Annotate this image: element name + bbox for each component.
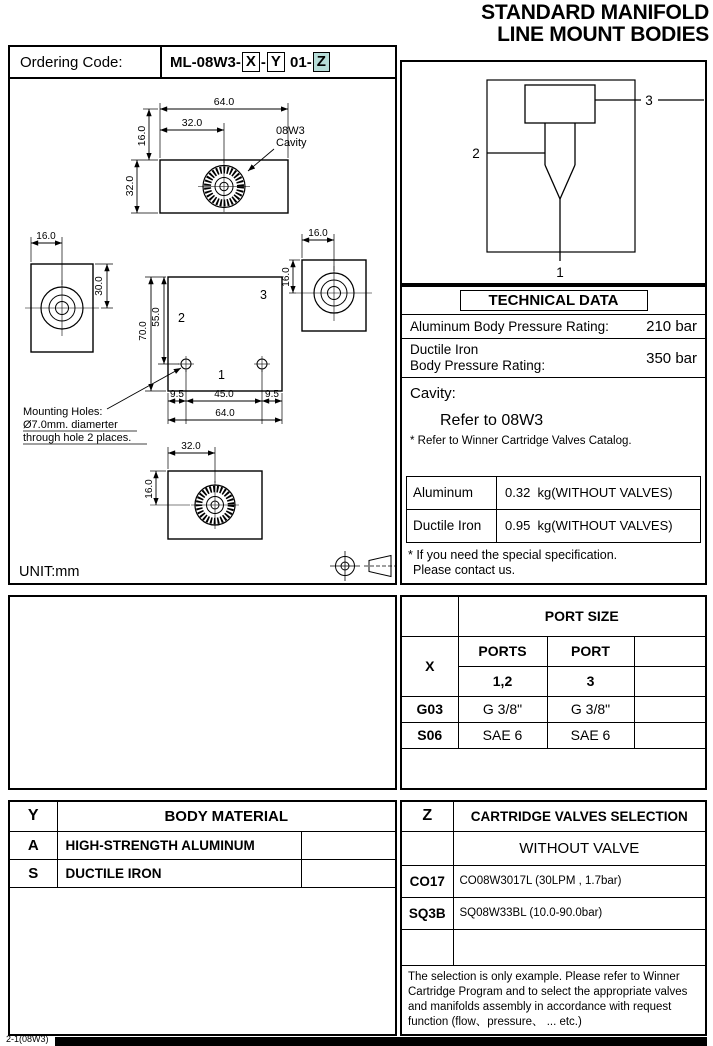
cavity-note: * Refer to Winner Cartridge Valves Catalog.	[410, 435, 632, 448]
schematic-port-1: 1	[556, 265, 564, 280]
hydraulic-schematic	[402, 62, 705, 283]
pressure-rating-iron-label	[410, 342, 545, 374]
pressure-rating-aluminum-label: Aluminum Body Pressure Rating:	[410, 319, 609, 334]
dim-right-center-y: 16.0	[281, 267, 292, 287]
cavity-label-line2: Cavity	[276, 137, 307, 149]
cartridge-valves-panel	[400, 800, 707, 1036]
port-s06-ports12: SAE 6	[458, 722, 547, 748]
pressure-rating-aluminum-row	[402, 315, 705, 339]
table-row	[401, 897, 706, 929]
body-material-header: BODY MATERIAL	[57, 801, 396, 831]
table-row	[401, 722, 706, 748]
empty-cell	[634, 636, 706, 666]
dim-top-offset-y: 16.0	[136, 125, 148, 147]
pressure-rating-iron-row	[402, 339, 705, 378]
ordering-code-value	[162, 47, 395, 77]
schematic-panel	[400, 60, 707, 285]
weight-table	[406, 476, 701, 543]
cavity-label: Cavity:	[410, 385, 456, 403]
port-size-x-label: X	[401, 636, 458, 696]
port-g03-ports12: G 3/8"	[458, 696, 547, 722]
cavity-section	[402, 378, 705, 475]
code-z-box: Z	[313, 52, 330, 73]
dim-front-hole-span: 45.0	[214, 389, 234, 400]
weight-value-iron: 0.95 kg(WITHOUT VALVES)	[497, 509, 701, 542]
page-number: 2-1(08W3)	[6, 1034, 49, 1044]
top-view	[131, 103, 288, 213]
code-middle: 01-	[285, 53, 312, 71]
table-row	[407, 509, 701, 542]
schematic-body-outline	[487, 80, 635, 252]
cartridge-key: Z	[401, 801, 453, 831]
cartridge-header: CARTRIDGE VALVES SELECTION	[453, 801, 706, 831]
body-material-panel	[8, 800, 397, 1036]
footer-bar	[55, 1037, 707, 1046]
bottom-view	[150, 447, 262, 539]
footnote-line1: * If you need the special specification.	[408, 547, 618, 562]
weight-material-iron: Ductile Iron	[407, 509, 497, 542]
empty-cell	[634, 722, 706, 748]
code-x-box: X	[242, 52, 260, 73]
technical-data-panel	[400, 285, 707, 585]
technical-data-header: TECHNICAL DATA	[460, 290, 648, 311]
table-row	[9, 801, 396, 831]
material-code-s: S	[9, 859, 57, 887]
valve-code-sq3b: SQ3B	[401, 897, 453, 929]
table-row	[9, 859, 396, 887]
empty-cell	[301, 831, 396, 859]
material-name-iron: DUCTILE IRON	[57, 859, 301, 887]
table-row	[401, 966, 706, 1035]
front-port-2-label: 2	[178, 311, 185, 325]
table-row	[401, 596, 706, 636]
port-size-panel	[400, 595, 707, 790]
port-s06-port3: SAE 6	[547, 722, 634, 748]
page-title	[481, 2, 709, 46]
body-material-key: Y	[9, 801, 57, 831]
code-prefix: ML-08W3-	[170, 53, 241, 71]
table-row	[401, 636, 706, 666]
dim-left-center-x: 16.0	[36, 231, 56, 242]
technical-footnote	[402, 543, 705, 583]
empty-cell	[634, 696, 706, 722]
port-code-g03: G03	[401, 696, 458, 722]
valve-desc-co17: CO08W3017L (30LPM , 1.7bar)	[453, 865, 706, 897]
ordering-code-label: Ordering Code:	[10, 47, 162, 77]
engineering-drawing	[10, 79, 395, 581]
title-line-1: STANDARD MANIFOLD	[481, 1, 709, 24]
ports-12-sub: 1,2	[458, 666, 547, 696]
table-row	[401, 929, 706, 966]
technical-data-header-strip	[402, 287, 705, 315]
empty-cell	[401, 929, 453, 966]
drawing-panel	[8, 45, 397, 585]
projection-symbol-icon	[330, 551, 395, 581]
cavity-label-line1: 08W3	[276, 125, 305, 137]
table-row	[401, 865, 706, 897]
schematic-cartridge-top	[525, 85, 595, 123]
valve-code-co17: CO17	[401, 865, 453, 897]
empty-panel	[8, 595, 397, 790]
port-code-s06: S06	[401, 722, 458, 748]
empty-cell	[9, 887, 396, 1035]
dim-front-edge-right: 9.5	[265, 389, 279, 400]
weight-material-aluminum: Aluminum	[407, 476, 497, 509]
table-row	[9, 831, 396, 859]
front-port-1-label: 1	[218, 368, 225, 382]
dim-top-width: 64.0	[213, 96, 235, 108]
iron-label-line1: Ductile Iron	[410, 342, 479, 357]
dim-left-center-y: 30.0	[94, 276, 105, 296]
front-port-3-label: 3	[260, 288, 267, 302]
dim-bottom-center-x: 32.0	[181, 441, 201, 452]
dim-front-width: 64.0	[215, 408, 235, 419]
empty-cell	[401, 831, 453, 865]
dim-front-edge-left: 9.5	[170, 389, 184, 400]
table-row	[401, 831, 706, 865]
dim-top-height: 32.0	[124, 175, 136, 197]
ports-12-header: PORTS	[458, 636, 547, 666]
table-row	[401, 748, 706, 789]
dim-bottom-center-y: 16.0	[144, 479, 155, 499]
cartridge-valves-table	[400, 800, 707, 1036]
table-row	[401, 696, 706, 722]
code-dash: -	[260, 53, 266, 71]
mounting-note-line1: Mounting Holes:	[23, 406, 103, 418]
ordering-code-strip	[10, 47, 395, 79]
table-row	[407, 476, 701, 509]
title-line-2: LINE MOUNT BODIES	[497, 23, 709, 47]
code-y-box: Y	[267, 52, 285, 73]
empty-cell	[401, 748, 706, 789]
port-3-sub: 3	[547, 666, 634, 696]
dim-top-center-x: 32.0	[181, 117, 203, 129]
material-name-aluminum: HIGH-STRENGTH ALUMINUM	[57, 831, 301, 859]
pressure-rating-aluminum-value: 210 bar	[646, 318, 697, 335]
pressure-rating-iron-value: 350 bar	[646, 349, 697, 367]
dim-front-hole-y: 55.0	[151, 307, 162, 327]
right-side-view	[289, 234, 372, 331]
dim-right-center-x: 16.0	[308, 228, 328, 239]
weight-value-aluminum: 0.32 kg(WITHOUT VALVES)	[497, 476, 701, 509]
dim-front-height: 70.0	[138, 321, 149, 341]
table-row	[9, 887, 396, 1035]
without-valve-cell: WITHOUT VALVE	[453, 831, 706, 865]
cavity-value: Refer to 08W3	[440, 412, 544, 430]
table-row	[401, 801, 706, 831]
selection-note: The selection is only example. Please refer to Winner Cartridge Program and to select the appropriate valves and manifolds assembly in accordance with request function (flow、pressure、 ... etc.)	[408, 971, 688, 1029]
port-g03-port3: G 3/8"	[547, 696, 634, 722]
port-size-header: PORT SIZE	[458, 596, 706, 636]
schematic-port-3: 3	[645, 93, 653, 108]
mounting-note-line3: through hole 2 places.	[23, 432, 132, 444]
port-size-corner-cell	[401, 596, 458, 636]
port-size-table	[400, 595, 707, 790]
footnote-line2: Please contact us.	[413, 563, 516, 578]
empty-cell	[634, 666, 706, 696]
port-3-header: PORT	[547, 636, 634, 666]
mounting-note-line2: Ø7.0mm. diamerter	[23, 419, 118, 431]
body-material-table	[8, 800, 397, 1036]
iron-label-line2: Body Pressure Rating:	[410, 358, 546, 374]
selection-note-cell	[401, 966, 706, 1035]
schematic-port-2: 2	[472, 146, 480, 161]
valve-desc-sq3b: SQ08W33BL (10.0-90.0bar)	[453, 897, 706, 929]
unit-label: UNIT:mm	[19, 564, 80, 580]
empty-cell	[453, 929, 706, 966]
empty-cell	[301, 859, 396, 887]
material-code-a: A	[9, 831, 57, 859]
